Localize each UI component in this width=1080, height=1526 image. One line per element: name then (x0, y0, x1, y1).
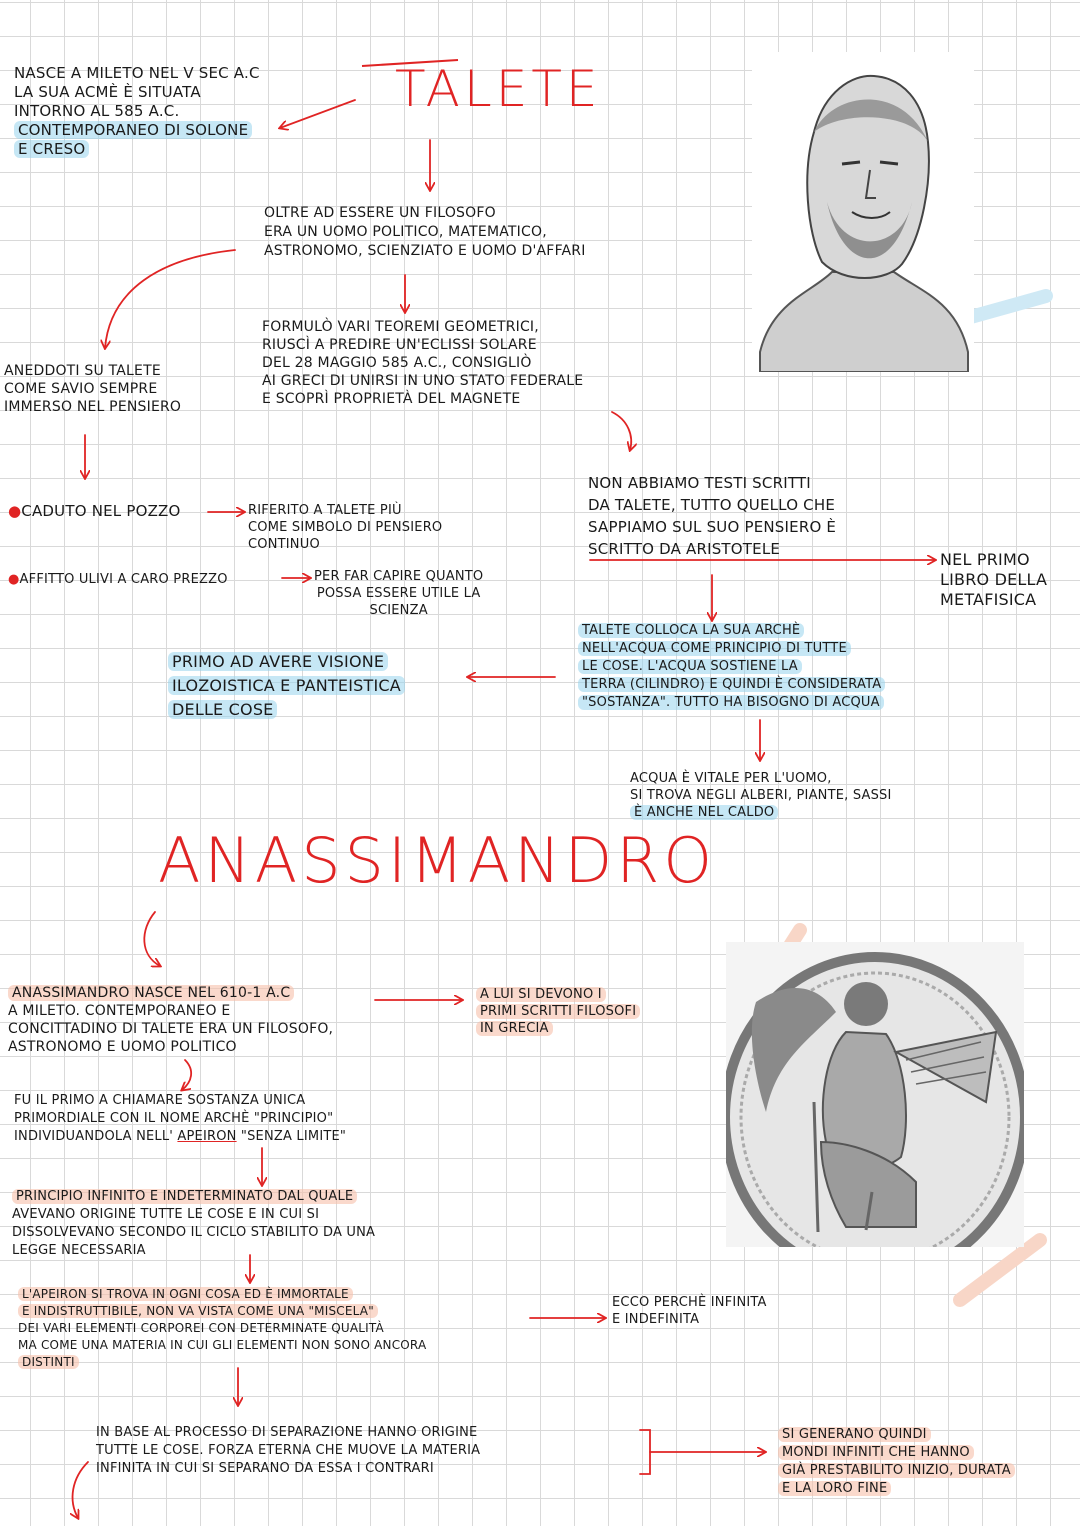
talete-achievements-line: RIUSCÌ A PREDIRE UN'ECLISSI SOLARE (262, 337, 537, 353)
anassimandro-mix-line: DISTINTI (18, 1355, 79, 1369)
anassimandro-separation-line: INFINITA IN CUI SI SEPARANO DA ESSA I CONTRARI (96, 1461, 434, 1476)
talete-olives-note-line: POSSA ESSERE UTILE LA (316, 586, 481, 601)
anassimandro-worlds-note (778, 1426, 1015, 1498)
talete-vision-line: PRIMO AD AVERE VISIONE (168, 652, 388, 671)
talete-anecdotes-line: ANEDDOTI SU TALETE (4, 363, 161, 379)
talete-no-texts-line: SAPPIAMO SUL SUO PENSIERO È (588, 518, 837, 536)
talete-metaphysics-line: LIBRO DELLA (940, 570, 1048, 589)
talete-roles-line: ERA UN UOMO POLITICO, MATEMATICO, (264, 224, 547, 240)
anassimandro-worlds-line: SI GENERANO QUINDI (778, 1427, 931, 1442)
talete-anecdotes-line: COME SAVIO SEMPRE (4, 381, 158, 397)
talete-roles-line: ASTRONOMO, SCIENZIATO E UOMO D'AFFARI (264, 243, 586, 259)
anassimandro-writings-line: PRIMI SCRITTI FILOSOFI (476, 1004, 640, 1019)
anassimandro-mix-line: MA COME UNA MATERIA IN CUI GLI ELEMENTI NON SONO ANCORA (18, 1338, 427, 1352)
anassimandro-apeiron-line: "SENZA LIMITE" (236, 1129, 347, 1144)
anassimandro-mix-line: L'APEIRON SI TROVA IN OGNI COSA ED È IMMORTALE (18, 1287, 353, 1301)
talete-well-note-line: CONTINUO (248, 537, 320, 552)
talete-metaphysics-note (940, 550, 1047, 610)
talete-no-texts-line: DA TALETE, TUTTO QUELLO CHE (588, 496, 836, 514)
anassimandro-principle-line: PRINCIPIO INFINITO E INDETERMINATO DAL QUALE (12, 1189, 357, 1204)
talete-olives-note (314, 568, 483, 619)
talete-arche-line: "SOSTANZA". TUTTO HA BISOGNO DI ACQUA (578, 695, 884, 710)
talete-arche-line: NELL'ACQUA COME PRINCIPIO DI TUTTE (578, 641, 851, 656)
anassimandro-principle-line: DISSOLVEVANO SECONDO IL CICLO STABILITO DA UNA (12, 1225, 376, 1240)
apeiron-term: APEIRON (177, 1129, 237, 1144)
talete-olives-note-line: SCIENZA (369, 603, 428, 618)
anassimandro-mix-line: DEI VARI ELEMENTI CORPOREI CON DETERMINATE QUALITÀ (18, 1321, 384, 1335)
anassimandro-birth-line: CONCITTADINO DI TALETE ERA UN FILOSOFO, (8, 1021, 334, 1037)
talete-arche-line: LE COSE. L'ACQUA SOSTIENE LA (578, 659, 802, 674)
talete-well-note (248, 502, 442, 553)
bullet-icon: ● (8, 502, 22, 520)
talete-birth-note (14, 64, 260, 159)
talete-achievements-line: E SCOPRÌ PROPRIETÀ DEL MAGNETE (262, 391, 521, 407)
bullet-icon: ● (8, 572, 20, 587)
anassimandro-apeiron-line: INDIVIDUANDOLA NELL' (14, 1129, 178, 1144)
talete-arche-line: TALETE COLLOCA LA SUA ARCHÈ (578, 623, 804, 638)
anassimandro-title: ANASSIMANDRO (158, 824, 717, 897)
mosaic-figure-icon (726, 942, 1024, 1247)
talete-well-note-line: RIFERITO A TALETE PIÙ (248, 503, 402, 518)
anassimandro-mosaic (726, 942, 1024, 1247)
anassimandro-separation-line: IN BASE AL PROCESSO DI SEPARAZIONE HANNO ORIGINE (96, 1425, 478, 1440)
talete-well-label: CADUTO NEL POZZO (21, 502, 181, 520)
talete-birth-line: CONTEMPORANEO DI SOLONE (14, 121, 252, 139)
talete-roles-line: OLTRE AD ESSERE UN FILOSOFO (264, 205, 496, 221)
talete-portrait (752, 52, 974, 372)
talete-arche-line: TERRA (CILINDRO) E QUINDI È CONSIDERATA (578, 677, 885, 692)
talete-anecdotes-note (4, 362, 181, 416)
talete-arche-note (578, 622, 885, 712)
anassimandro-apeiron-line: PRIMORDIALE CON IL NOME ARCHÈ "PRINCIPIO" (14, 1111, 334, 1126)
anassimandro-birth-note (8, 984, 333, 1056)
anassimandro-separation-note (96, 1424, 480, 1478)
talete-birth-line: LA SUA ACMÈ È SITUATA (14, 83, 201, 101)
anassimandro-apeiron-line: FU IL PRIMO A CHIAMARE SOSTANZA UNICA (14, 1093, 306, 1108)
anassimandro-writings-note (476, 986, 640, 1037)
anassimandro-birth-line: A MILETO. CONTEMPORANEO E (8, 1003, 231, 1019)
anassimandro-birth-line: ANASSIMANDRO NASCE NEL 610-1 A.C (8, 985, 294, 1001)
talete-water-line: È ANCHE NEL CALDO (630, 805, 778, 820)
talete-well-item (8, 502, 181, 521)
anassimandro-infinite-note (612, 1294, 767, 1328)
talete-olives-note-line: PER FAR CAPIRE QUANTO (314, 569, 484, 584)
talete-achievements-line: AI GRECI DI UNIRSI IN UNO STATO FEDERALE (262, 373, 584, 389)
talete-vision-line: ILOZOISTICA E PANTEISTICA (168, 676, 405, 695)
talete-achievements-line: FORMULÒ VARI TEOREMI GEOMETRICI, (262, 319, 539, 335)
anassimandro-worlds-line: MONDI INFINITI CHE HANNO (778, 1445, 974, 1460)
talete-achievements-note (262, 318, 583, 408)
talete-well-note-line: COME SIMBOLO DI PENSIERO (248, 520, 443, 535)
bust-engraving-icon (752, 52, 974, 372)
talete-birth-line: INTORNO AL 585 A.C. (14, 102, 180, 120)
talete-no-texts-note (588, 472, 836, 560)
talete-no-texts-line: NON ABBIAMO TESTI SCRITTI (588, 474, 811, 492)
anassimandro-apeiron-note (14, 1092, 346, 1146)
talete-roles-note (264, 204, 586, 261)
talete-vision-note (168, 650, 405, 722)
talete-metaphysics-line: METAFISICA (940, 590, 1037, 609)
anassimandro-principle-line: AVEVANO ORIGINE TUTTE LE COSE E IN CUI SI (12, 1207, 320, 1222)
anassimandro-infinite-line: ECCO PERCHÈ INFINITA (612, 1295, 767, 1310)
talete-metaphysics-line: NEL PRIMO (940, 550, 1030, 569)
talete-no-texts-line: SCRITTO DA ARISTOTELE (588, 540, 781, 558)
talete-title: TALETE (395, 60, 602, 118)
anassimandro-birth-line: ASTRONOMO E UOMO POLITICO (8, 1039, 237, 1055)
talete-water-line: ACQUA È VITALE PER L'UOMO, (630, 771, 832, 786)
talete-vision-line: DELLE COSE (168, 700, 277, 719)
anassimandro-worlds-line: E LA LORO FINE (778, 1481, 891, 1496)
anassimandro-mix-line: E INDISTRUTTIBILE, NON VA VISTA COME UNA "MISCELA" (18, 1304, 378, 1318)
talete-anecdotes-line: IMMERSO NEL PENSIERO (4, 399, 182, 415)
talete-achievements-line: DEL 28 MAGGIO 585 A.C., CONSIGLIÒ (262, 355, 532, 371)
talete-water-line: SI TROVA NEGLI ALBERI, PIANTE, SASSI (630, 788, 892, 803)
talete-birth-line: NASCE A MILETO NEL V SEC A.C (14, 64, 260, 82)
anassimandro-principle-note (12, 1188, 375, 1260)
anassimandro-writings-line: A LUI SI DEVONO I (476, 987, 606, 1002)
talete-birth-line: E CRESO (14, 140, 89, 158)
talete-olives-label: AFFITTO ULIVI A CARO PREZZO (19, 572, 228, 587)
talete-olives-item (8, 570, 228, 589)
anassimandro-writings-line: IN GRECIA (476, 1021, 553, 1036)
anassimandro-principle-line: LEGGE NECESSARIA (12, 1243, 146, 1258)
anassimandro-mix-note (18, 1286, 426, 1371)
anassimandro-separation-line: TUTTE LE COSE. FORZA ETERNA CHE MUOVE LA MATERIA (96, 1443, 481, 1458)
talete-water-note (630, 770, 892, 821)
anassimandro-worlds-line: GIÀ PRESTABILITO INIZIO, DURATA (778, 1463, 1015, 1478)
anassimandro-infinite-line: E INDEFINITA (612, 1312, 700, 1327)
